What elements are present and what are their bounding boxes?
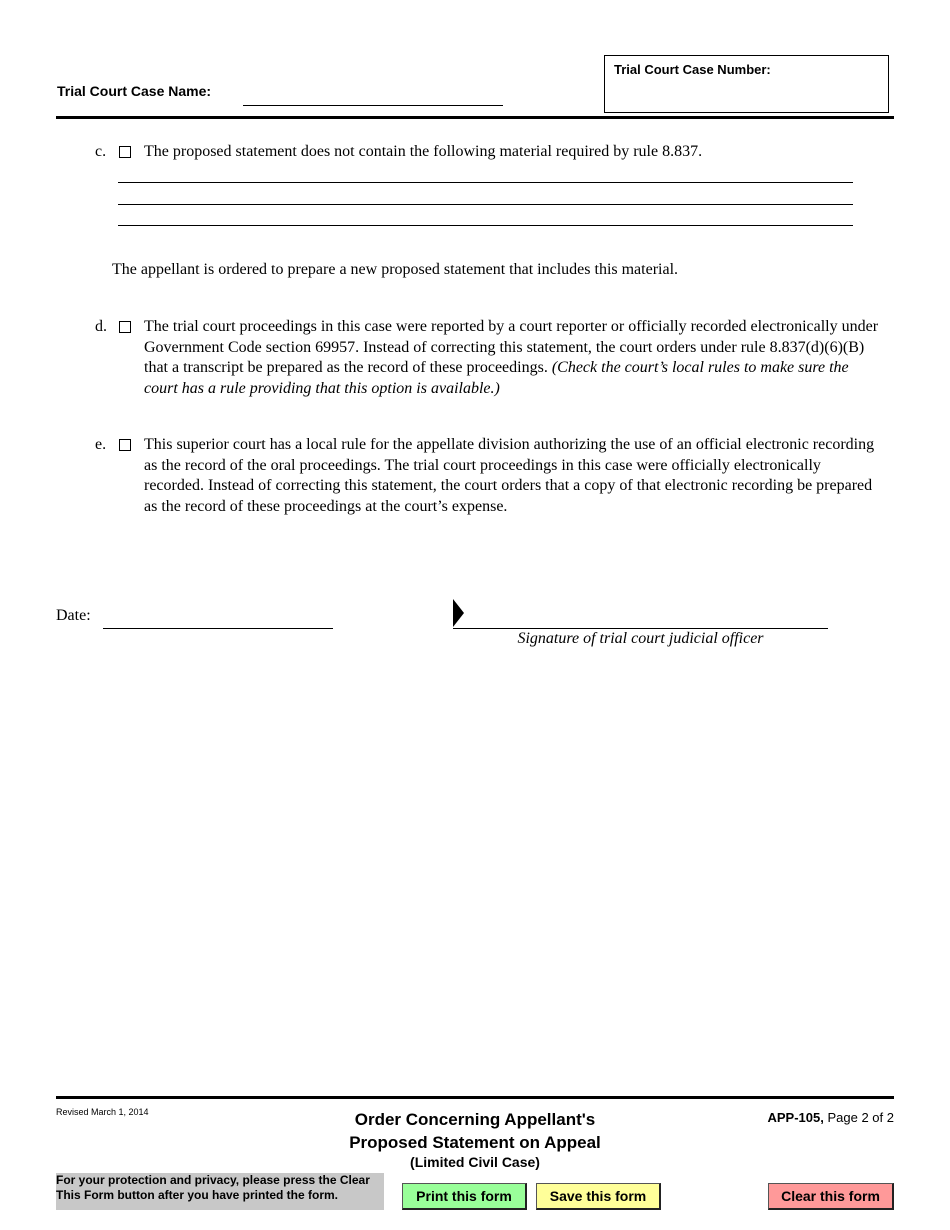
page-number: Page 2 of 2	[823, 1110, 894, 1125]
footer-divider	[56, 1096, 894, 1099]
case-number-label: Trial Court Case Number:	[614, 62, 771, 77]
header-divider	[56, 116, 894, 119]
print-form-button[interactable]: Print this form	[402, 1183, 527, 1210]
item-d-note: (Check the court’s local rules to make sure the court has a rule providing that this option is available.)	[144, 359, 849, 397]
signature-field[interactable]	[453, 628, 828, 629]
item-c-checkbox[interactable]	[119, 146, 131, 158]
item-e-text: This superior court has a local rule for the appellate division authorizing the use of an official electronic recording as the record of the oral proceedings. The trial court proceedings in this case were officially electronically recorded. Instead of correcting this statement, the court orders that a copy of that electronic recording be prepared as the record of these proceedings at the court’s expense.	[144, 436, 875, 515]
form-id-block	[768, 1110, 895, 1125]
item-c-material-line-2[interactable]	[118, 204, 853, 205]
item-c-material-line-3[interactable]	[118, 225, 853, 226]
item-c-text: The proposed statement does not contain the following material required by rule 8.837.	[144, 143, 703, 160]
item-c-followup: The appellant is ordered to prepare a new proposed statement that includes this material.	[112, 261, 679, 278]
case-name-label: Trial Court Case Name:	[57, 83, 212, 99]
date-field[interactable]	[103, 628, 333, 629]
form-title-line-2: Proposed Statement on Appeal	[349, 1133, 601, 1152]
item-c-letter: c.	[95, 143, 107, 160]
case-name-field[interactable]	[243, 105, 503, 106]
signature-caption: Signature of trial court judicial officer	[517, 630, 764, 647]
clear-form-button[interactable]: Clear this form	[768, 1183, 894, 1210]
case-number-field[interactable]	[604, 55, 889, 113]
date-label: Date:	[56, 607, 91, 624]
signature-arrow-icon	[453, 599, 464, 627]
item-e-letter: e.	[95, 436, 107, 453]
item-d-letter: d.	[95, 318, 107, 335]
save-form-button[interactable]: Save this form	[536, 1183, 661, 1210]
form-title-line-1: Order Concerning Appellant's	[354, 1110, 596, 1129]
item-c-material-line-1[interactable]	[118, 182, 853, 183]
item-d-main-text: The trial court proceedings in this case were reported by a court reporter or officially recorded electronically under Government Code section 69957. Instead of correcting this statement, the court orders under rule 8.837(d)(6)(B) that a transcript be prepared as the record of these proceedings.	[144, 318, 879, 376]
item-e-checkbox[interactable]	[119, 439, 131, 451]
form-subtitle: (Limited Civil Case)	[410, 1154, 540, 1170]
item-d-text	[144, 317, 879, 399]
privacy-note: For your protection and privacy, please press the Clear This Form button after you have printed the form.	[56, 1173, 384, 1210]
revised-date: Revised March 1, 2014	[56, 1107, 149, 1117]
item-d-checkbox[interactable]	[119, 321, 131, 333]
form-id: APP-105,	[767, 1110, 824, 1125]
form-title	[300, 1108, 650, 1154]
